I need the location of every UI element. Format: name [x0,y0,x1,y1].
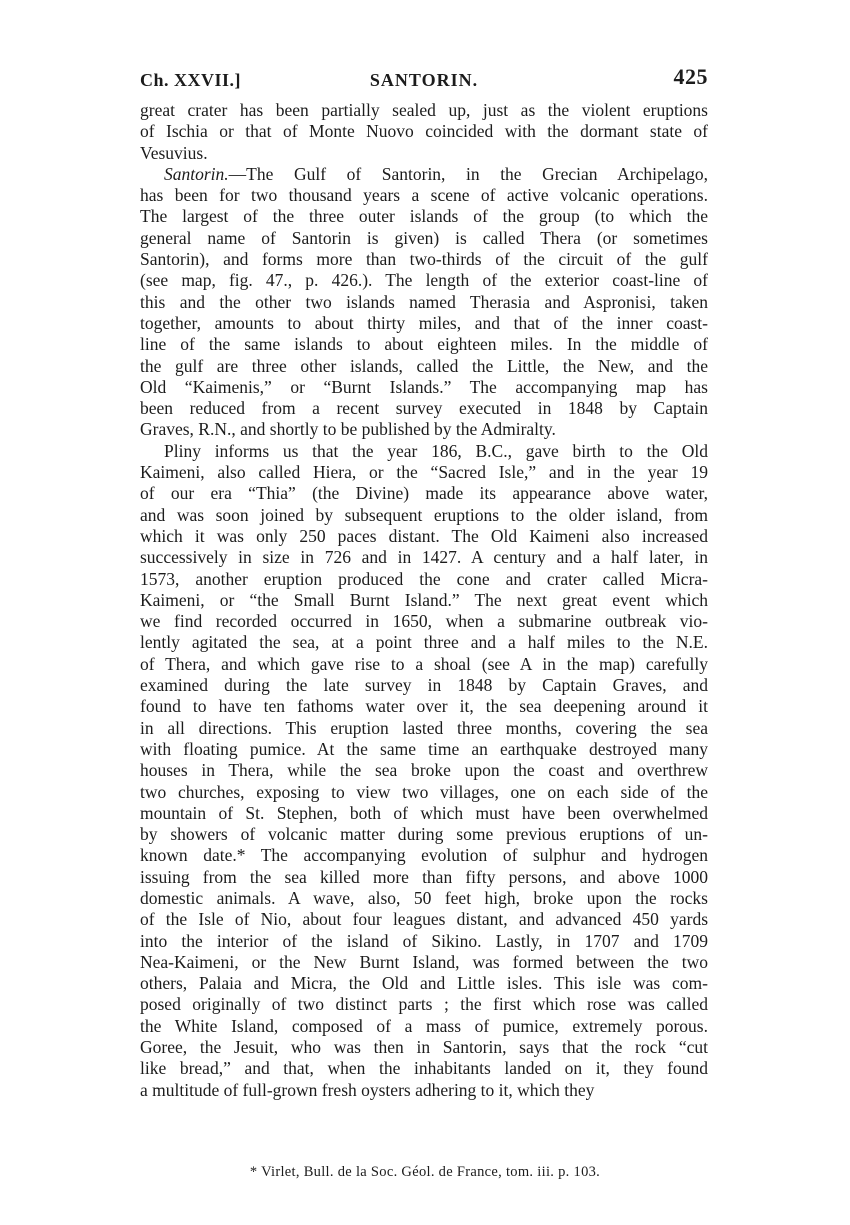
text-line [140,888,708,909]
line-text: The largest of the three outer islands of the group (to which the [140,206,708,227]
chapter-label: Ch. XXVII.] [140,70,242,90]
line-text: of our era “Thia” (the Divine) made its appearance above water, [140,483,708,504]
text-line [140,739,708,760]
text-line [140,356,708,377]
line-text: others, Palaia and Micra, the Old and Little isles. This isle was com- [140,973,708,994]
text-line [140,760,708,781]
text-line [140,143,708,164]
line-text: Pliny informs us that the year 186, B.C., gave birth to the Old [164,440,708,461]
line-text: in all directions. This eruption lasted three months, covering the sea [140,717,708,738]
text-line [140,718,708,739]
body-text [140,100,708,1101]
text-line [140,419,708,440]
text-line [140,654,708,675]
text-line [140,973,708,994]
line-text: lently agitated the sea, at a point three and a half miles to the N.E. [140,632,708,653]
line-text: examined during the late survey in 1848 by Captain Graves, and [140,675,708,696]
line-text: 1573, another eruption produced the cone and crater called Micra- [140,568,708,589]
text-line [140,462,708,483]
line-text: by showers of volcanic matter during some previous eruptions of un- [140,824,708,845]
text-line [140,441,708,462]
text-line [140,845,708,866]
line-text: the White Island, composed of a mass of pumice, extremely porous. [140,1015,708,1036]
text-line [140,782,708,803]
text-line [140,398,708,419]
text-line [140,100,708,121]
line-text: into the interior of the island of Sikino. Lastly, in 1707 and 1709 [140,930,708,951]
line-text: of Ischia or that of Monte Nuovo coincided with the dormant state of [140,121,708,142]
text-line [140,696,708,717]
line-text: with floating pumice. At the same time an earthquake destroyed many [140,738,708,759]
line-text: two churches, exposing to view two villages, one on each side of the [140,781,708,802]
line-text: Kaimeni, or “the Small Burnt Island.” The next great event which [140,589,708,610]
line-text: mountain of St. Stephen, both of which must have been overwhelmed [140,802,708,823]
line-text: line of the same islands to about eighteen miles. In the middle of [140,334,708,355]
text-line [140,228,708,249]
line-text: issuing from the sea killed more than fifty persons, and above 1000 [140,866,708,887]
line-text: been reduced from a recent survey executed in 1848 by Captain [140,398,708,419]
line-text: Vesuvius. [140,142,208,163]
line-text: great crater has been partially sealed up, just as the violent eruptions [140,100,708,120]
text-line [140,632,708,653]
line-text: we find recorded occurred in 1650, when a submarine outbreak vio- [140,611,708,632]
text-line [140,824,708,845]
paragraph-lead: Santorin. [164,163,229,184]
line-text: Santorin), and forms more than two-thirds of the circuit of the gulf [140,249,708,270]
text-line [140,377,708,398]
line-text: found to have ten fathoms water over it, the sea deepening around it [140,696,708,717]
line-text: Graves, R.N., and shortly to be published by the Admiralty. [140,419,556,440]
line-text: general name of Santorin is given) is called Thera (or sometimes [140,227,708,248]
text-line [140,569,708,590]
line-text: posed originally of two distinct parts ; the first which rose was called [140,994,708,1015]
text-line [140,1016,708,1037]
line-text: domestic animals. A wave, also, 50 feet high, broke upon the rocks [140,887,708,908]
text-line [140,526,708,547]
line-text: of the Isle of Nio, about four leagues distant, and advanced 450 yards [140,909,708,930]
text-line [140,803,708,824]
text-line [140,292,708,313]
text-line [140,313,708,334]
line-text: like bread,” and that, when the inhabitants landed on it, they found [140,1058,708,1079]
text-line [140,270,708,291]
line-text: known date.* The accompanying evolution of sulphur and hydrogen [140,845,708,866]
text-line [140,483,708,504]
text-line [140,675,708,696]
text-line [140,590,708,611]
text-line [140,206,708,227]
line-text: this and the other two islands named Therasia and Aspronisi, taken [140,291,708,312]
line-text: the gulf are three other islands, called the Little, the New, and the [140,355,708,376]
text-line [140,1080,708,1101]
text-line [140,611,708,632]
line-text: Old “Kaimenis,” or “Burnt Islands.” The accompanying map has [140,376,708,397]
line-text: —The Gulf of Santorin, in the Grecian Archipelago, [228,163,708,184]
line-text: of Thera, and which gave rise to a shoal (see A in the map) carefully [140,653,708,674]
text-line [140,121,708,142]
line-text: a multitude of full-grown fresh oysters adhering to it, which they [140,1079,595,1100]
text-line [140,334,708,355]
line-text: Kaimeni, also called Hiera, or the “Sacred Isle,” and in the year 19 [140,462,708,483]
line-text: houses in Thera, while the sea broke upon the coast and overthrew [140,760,708,781]
text-line [140,931,708,952]
text-line [140,505,708,526]
text-line [140,249,708,270]
line-text: successively in size in 726 and in 1427. A century and a half later, in [140,547,708,568]
text-line [140,164,708,185]
footnote: * Virlet, Bull. de la Soc. Géol. de France, tom. iii. p. 103. [249,1164,601,1180]
text-line [140,994,708,1015]
text-line [140,1037,708,1058]
line-text: (see map, fig. 47., p. 426.). The length of the exterior coast-line of [140,270,708,291]
line-text: has been for two thousand years a scene of active volcanic operations. [140,185,708,206]
text-line [140,185,708,206]
text-line [140,547,708,568]
line-text: Goree, the Jesuit, who was then in Santorin, says that the rock “cut [140,1037,708,1058]
line-text: together, amounts to about thirty miles, and that of the inner coast- [140,312,708,333]
line-text: Nea-Kaimeni, or the New Burnt Island, was formed between the two [140,951,708,972]
line-text: and was soon joined by subsequent eruptions to the older island, from [140,504,708,525]
text-line [140,909,708,930]
text-line [140,867,708,888]
running-title: SANTORIN. [369,70,479,90]
text-line [140,952,708,973]
line-text: which it was only 250 paces distant. The Old Kaimeni also increased [140,525,708,546]
page-number: 425 [673,64,708,89]
text-line [140,1058,708,1079]
running-header [140,64,708,94]
